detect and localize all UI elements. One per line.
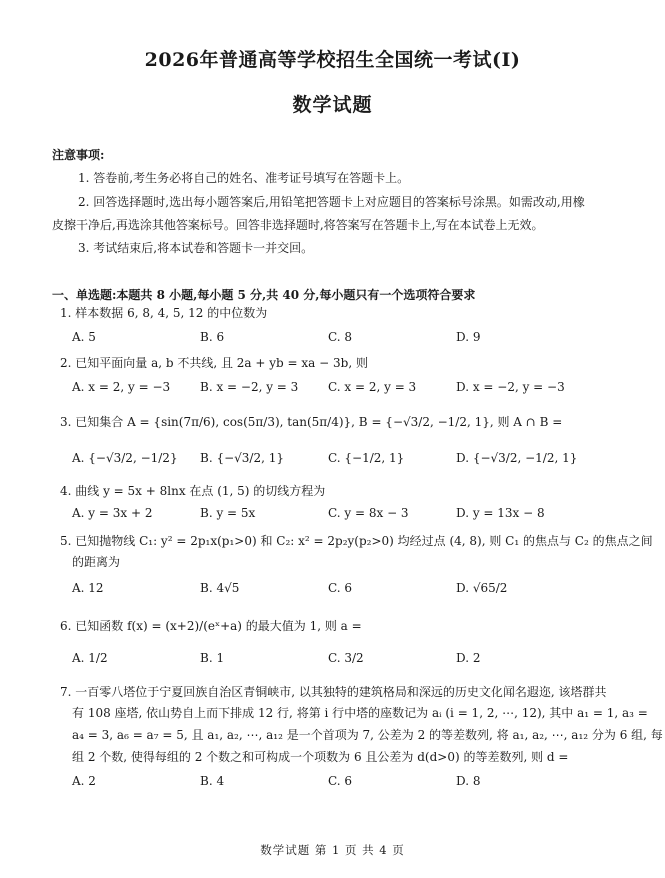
question-4-option-a: A. y = 3x + 2 <box>72 506 153 520</box>
question-1-stem: 1. 样本数据 6, 8, 4, 5, 12 的中位数为 <box>60 306 268 320</box>
question-2-option-c: C. x = 2, y = 3 <box>328 380 417 394</box>
question-6-option-a: A. 1/2 <box>72 651 108 665</box>
question-4-option-c: C. y = 8x − 3 <box>328 506 409 520</box>
question-4-option-b: B. y = 5x <box>200 506 256 520</box>
page-footer: 数学试题 第 1 页 共 4 页 <box>260 843 405 857</box>
exam-subtitle: 数学试题 <box>292 94 373 116</box>
question-4-option-d: D. y = 13x − 8 <box>456 506 545 520</box>
question-5-stem-line-1: 5. 已知抛物线 C₁: y² = 2p₁x(p₁>0) 和 C₂: x² = 2p₂y(p₂>0) 均经过点 (4, 8), 则 C₁ 的焦点与 C₂ 的焦点之间 <box>60 534 653 548</box>
question-3-option-b: B. {−√3/2, 1} <box>200 451 284 465</box>
question-7-option-c: C. 6 <box>328 774 353 788</box>
question-6-option-b: B. 1 <box>200 651 225 665</box>
question-2-option-b: B. x = −2, y = 3 <box>200 380 299 394</box>
question-5-option-c: C. 6 <box>328 581 353 595</box>
question-7-line-2: 有 108 座塔, 依山势自上而下排成 12 行, 将第 i 行中塔的座数记为 aᵢ (i = 1, 2, ⋯, 12), 其中 a₁ = 1, a₃ = <box>72 706 648 720</box>
notice-item-2-line-1: 2. 回答选择题时,选出每小题答案后,用铅笔把答题卡上对应题目的答案标号涂黑。如需改动,用橡 <box>78 195 585 209</box>
notice-item-2-line-2: 皮擦干净后,再选涂其他答案标号。回答非选择题时,将答案写在答题卡上,写在本试卷上无效。 <box>52 218 544 232</box>
notice-heading: 注意事项: <box>52 148 105 162</box>
question-1-option-d: D. 9 <box>456 330 481 344</box>
question-2-option-a: A. x = 2, y = −3 <box>72 380 171 394</box>
question-4-stem: 4. 曲线 y = 5x + 8lnx 在点 (1, 5) 的切线方程为 <box>60 484 326 498</box>
question-1-option-b: B. 6 <box>200 330 225 344</box>
question-1-option-a: A. 5 <box>72 330 96 344</box>
question-2-stem: 2. 已知平面向量 a, b 不共线, 且 2a + yb = xa − 3b, 则 <box>60 356 368 370</box>
question-6-option-c: C. 3/2 <box>328 651 364 665</box>
question-7-option-d: D. 8 <box>456 774 481 788</box>
question-5-option-b: B. 4√5 <box>200 581 240 595</box>
question-6-option-d: D. 2 <box>456 651 481 665</box>
question-5-stem-line-2: 的距离为 <box>72 555 121 569</box>
question-6-stem: 6. 已知函数 f(x) = (x+2)/(eˣ+a) 的最大值为 1, 则 a = <box>60 619 362 633</box>
question-5-option-d: D. √65/2 <box>456 581 508 595</box>
notice-item-1: 1. 答卷前,考生务必将自己的姓名、准考证号填写在答题卡上。 <box>78 171 410 185</box>
question-5-option-a: A. 12 <box>72 581 104 595</box>
question-2-option-d: D. x = −2, y = −3 <box>456 380 565 394</box>
question-1-option-c: C. 8 <box>328 330 353 344</box>
question-3-option-d: D. {−√3/2, −1/2, 1} <box>456 451 578 465</box>
question-3-option-c: C. {−1/2, 1} <box>328 451 405 465</box>
question-7-line-3: a₄ = 3, a₆ = a₇ = 5, 且 a₁, a₂, ⋯, a₁₂ 是一个首项为 7, 公差为 2 的等差数列, 将 a₁, a₂, ⋯, a₁₂ 分为 6 组, 每 <box>72 728 663 742</box>
question-7-line-4: 组 2 个数, 使得每组的 2 个数之和可构成一个项数为 6 且公差为 d(d>0) 的等差数列, 则 d = <box>72 750 569 764</box>
question-7-option-a: A. 2 <box>72 774 96 788</box>
question-3-option-a: A. {−√3/2, −1/2} <box>72 451 178 465</box>
question-7-option-b: B. 4 <box>200 774 225 788</box>
question-7-line-1: 7. 一百零八塔位于宁夏回族自治区青铜峡市, 以其独特的建筑格局和深远的历史文化闻名遐迩, 该塔群共 <box>60 685 607 699</box>
notice-item-3: 3. 考试结束后,将本试卷和答题卡一并交回。 <box>78 241 314 255</box>
exam-title: 2026年普通高等学校招生全国统一考试(I) <box>144 49 521 71</box>
section-1-heading: 一、单选题:本题共 8 小题,每小题 5 分,共 40 分,每小题只有一个选项符合要求 <box>52 288 476 302</box>
question-3-stem: 3. 已知集合 A = {sin(7π/6), cos(5π/3), tan(5π/4)}, B = {−√3/2, −1/2, 1}, 则 A ∩ B = <box>60 415 563 429</box>
